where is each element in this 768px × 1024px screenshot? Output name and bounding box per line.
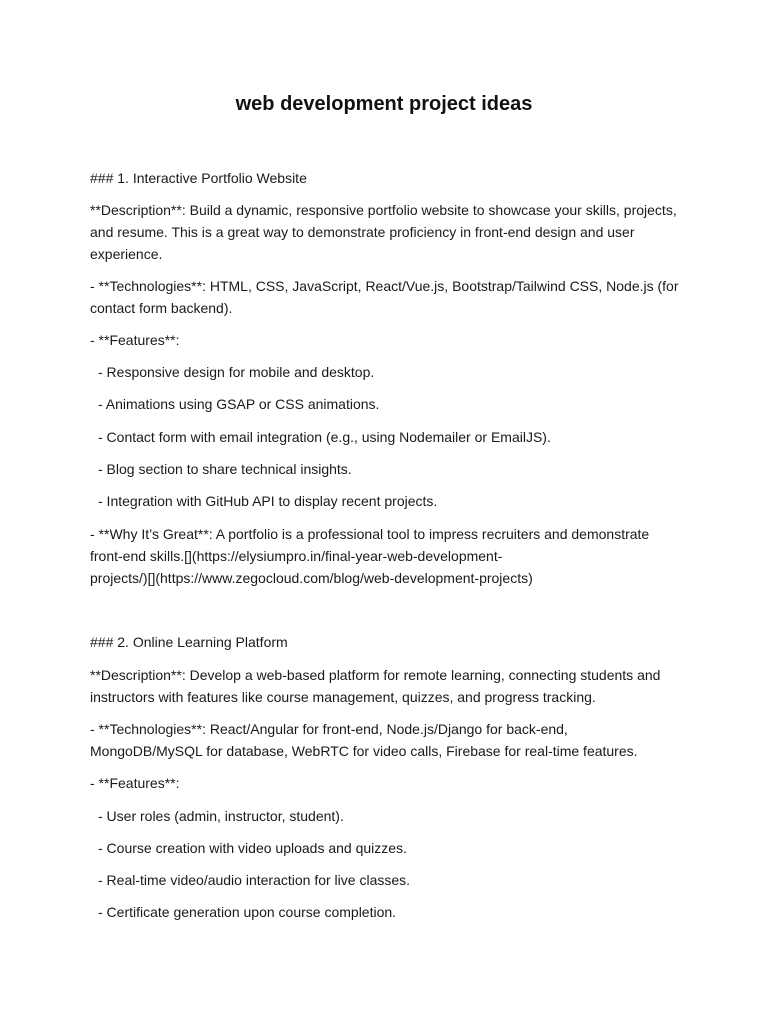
section-1-description-line-1: **Description**: Build a dynamic, responsive portfolio website to showcase your skills, projects,: [90, 202, 677, 218]
section-1-description-line-2: and resume. This is a great way to demonstrate proficiency in front-end design and user: [90, 224, 635, 240]
section-1-feature-item: - Animations using GSAP or CSS animations.: [98, 396, 380, 412]
section-1-feature-item: - Responsive design for mobile and desktop.: [98, 364, 375, 380]
section-2-heading: ### 2. Online Learning Platform: [90, 634, 288, 650]
section-2-description-line-2: instructors with features like course management, quizzes, and progress tracking.: [90, 689, 596, 705]
section-1-features-label: - **Features**:: [90, 332, 180, 348]
section-2-features-label: - **Features**:: [90, 775, 180, 791]
section-1-technologies-line-1: - **Technologies**: HTML, CSS, JavaScript, React/Vue.js, Bootstrap/Tailwind CSS, Node.js (for: [90, 278, 679, 294]
section-2-feature-item: - Real-time video/audio interaction for live classes.: [98, 872, 411, 888]
section-1-technologies-line-2: contact form backend).: [90, 300, 233, 316]
section-2-description-line-1: **Description**: Develop a web-based platform for remote learning, connecting students and: [90, 667, 661, 683]
section-1-feature-item: - Integration with GitHub API to display recent projects.: [98, 493, 438, 509]
section-1-why-line-1: - **Why It’s Great**: A portfolio is a professional tool to impress recruiters and demonstrate: [90, 526, 650, 542]
document-title: web development project ideas: [235, 93, 533, 115]
section-2-feature-item: - User roles (admin, instructor, student).: [98, 808, 344, 824]
section-1-feature-item: - Blog section to share technical insights.: [98, 461, 352, 477]
section-2-feature-item: - Course creation with video uploads and quizzes.: [98, 840, 407, 856]
section-1-heading: ### 1. Interactive Portfolio Website: [90, 170, 307, 186]
section-1-feature-item: - Contact form with email integration (e.g., using Nodemailer or EmailJS).: [98, 429, 551, 445]
section-2-feature-item: - Certificate generation upon course completion.: [98, 904, 397, 920]
section-1-why-line-3: projects/)[](https://www.zegocloud.com/blog/web-development-projects): [90, 570, 533, 586]
section-2-technologies-line-2: MongoDB/MySQL for database, WebRTC for video calls, Firebase for real-time features.: [90, 743, 638, 759]
section-1-description-line-3: experience.: [90, 246, 163, 262]
section-2-technologies-line-1: - **Technologies**: React/Angular for front-end, Node.js/Django for back-end,: [90, 721, 568, 737]
section-1-why-line-2: front-end skills.[](https://elysiumpro.in/final-year-web-development-: [90, 548, 503, 564]
